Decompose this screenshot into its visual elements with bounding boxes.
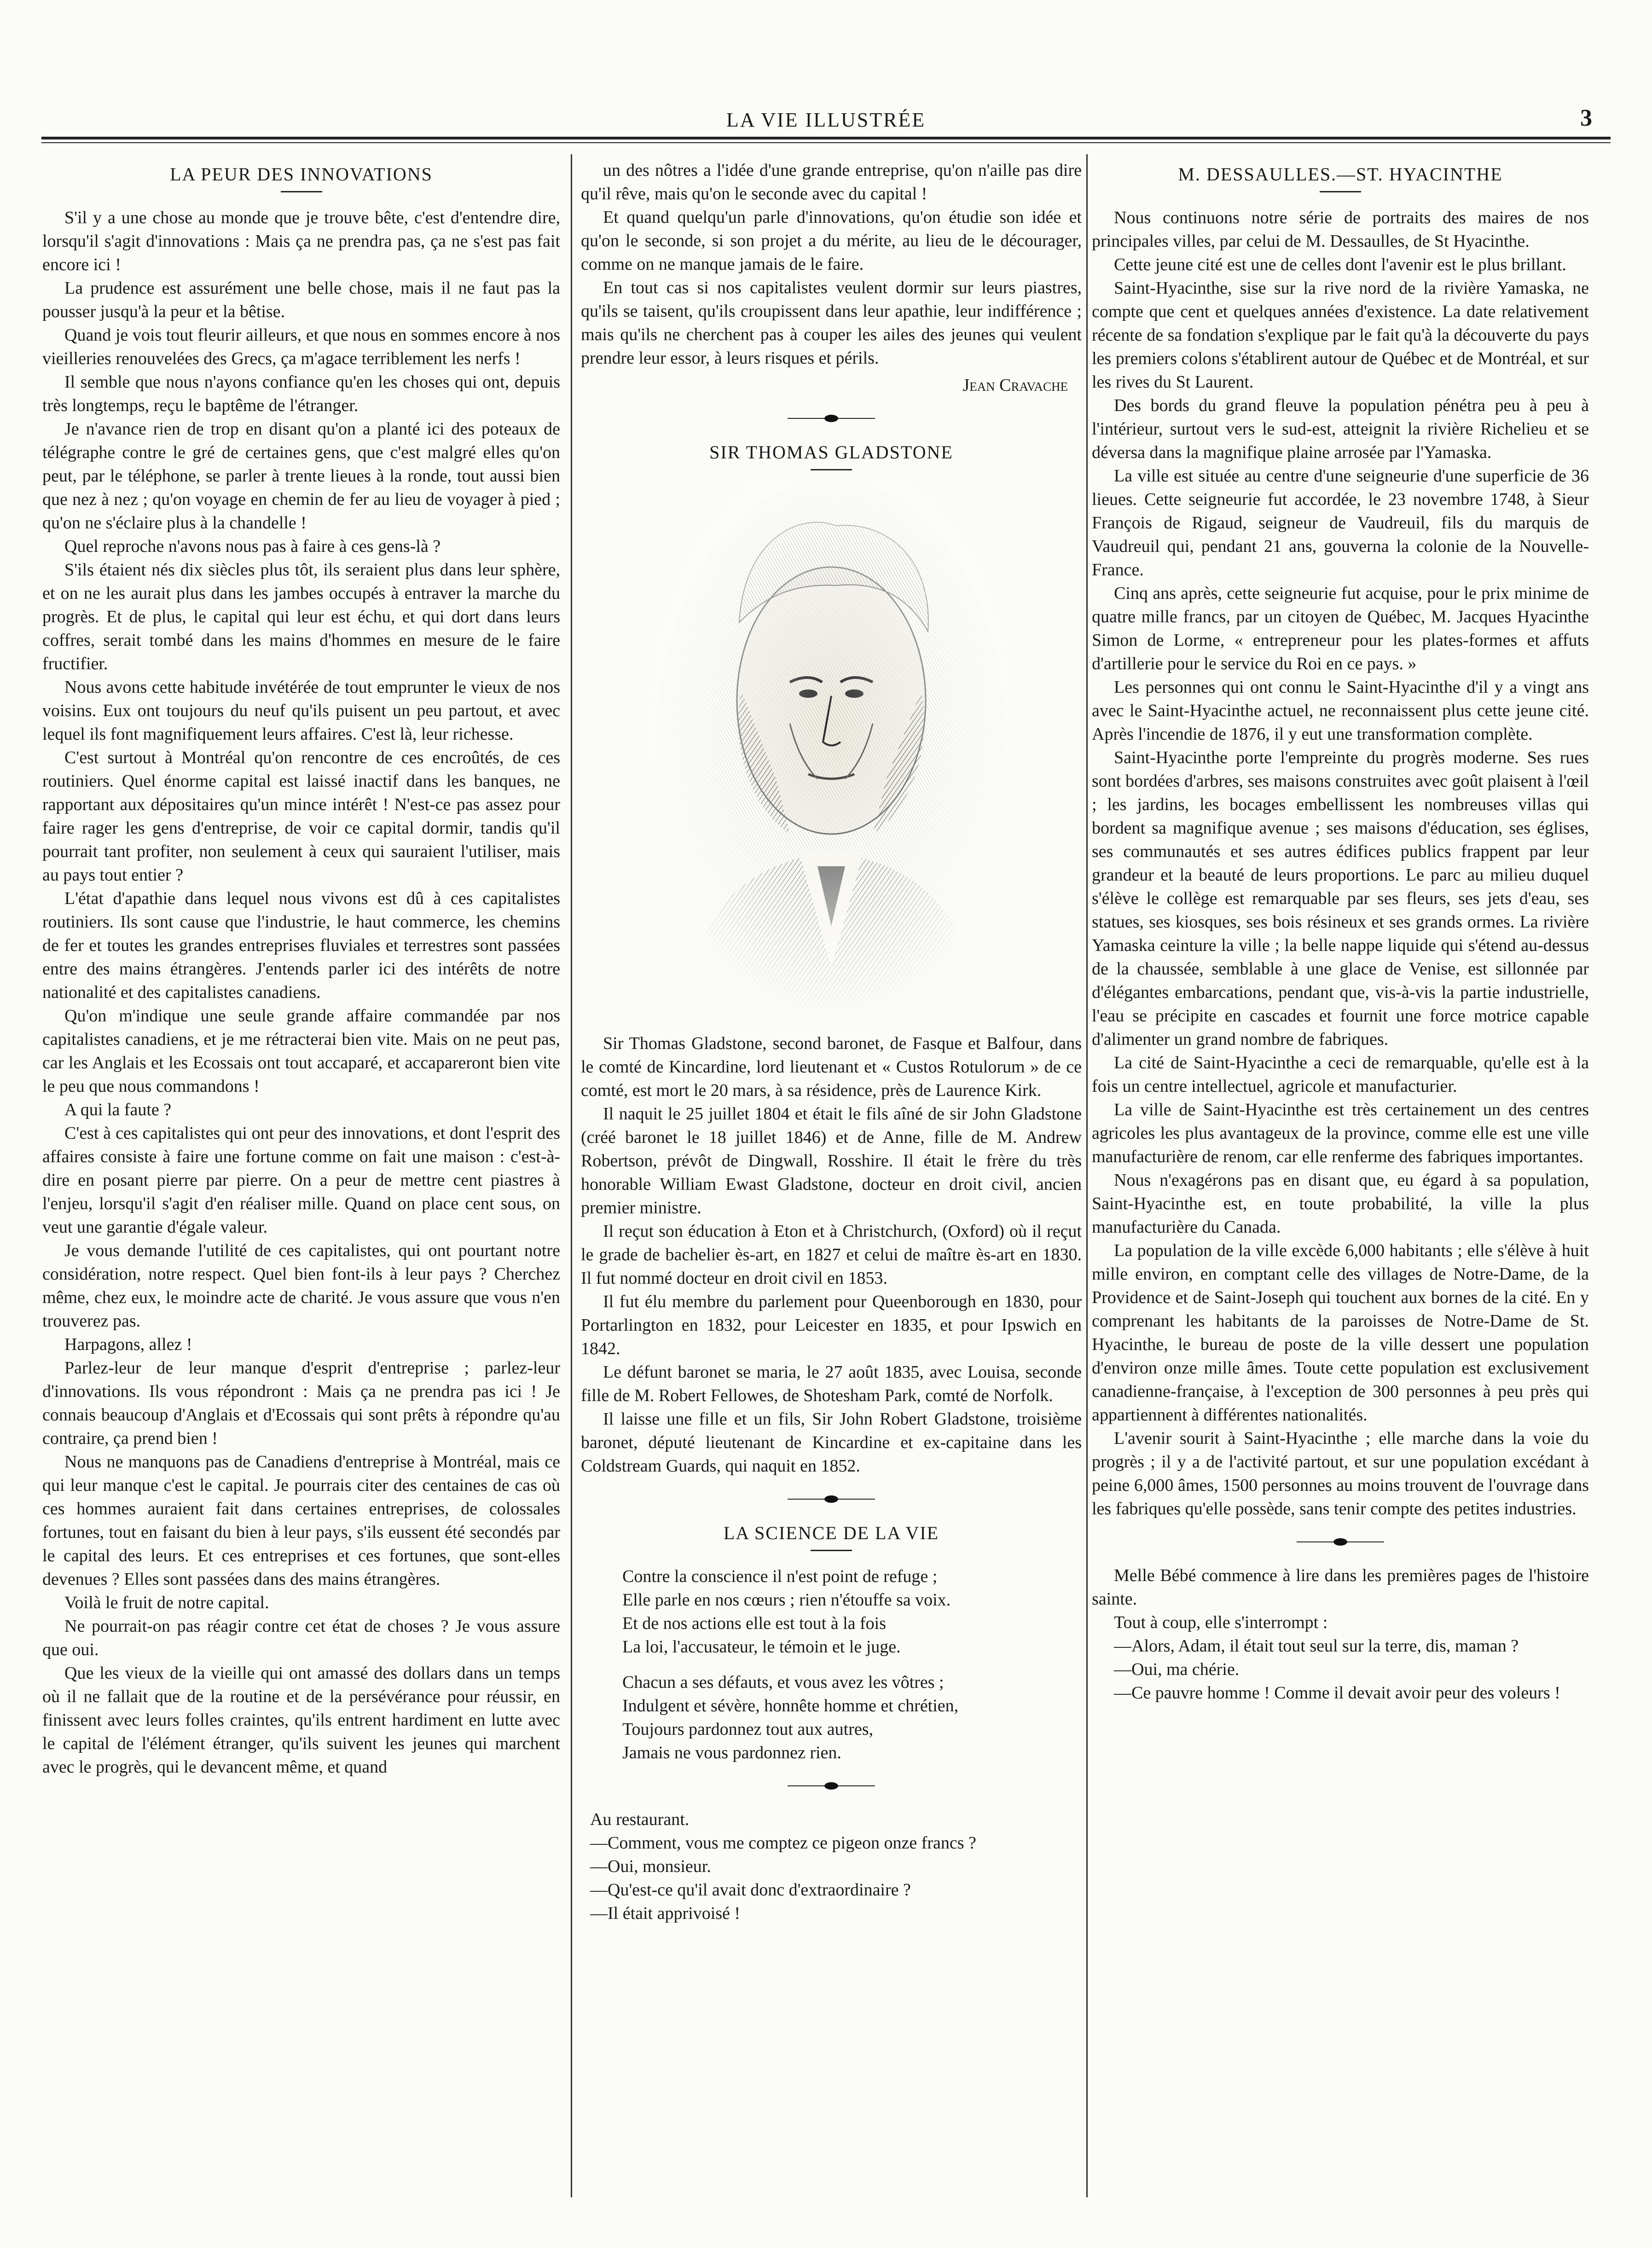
paragraph: Les personnes qui ont connu le Saint-Hyacinthe d'il y a vingt ans avec le Saint-Hyacinthe actuel, ne reconnaissent plus cette jeune cité. Après l'incendie de 1876, il y eut une transformation complète. xyxy=(1092,678,1589,744)
paragraph: Il reçut son éducation à Eton et à Christchurch, (Oxford) où il reçut le grade de bachelier ès-art, en 1827 et celui de maître ès-art en 1830. Il fut nommé docteur en droit civil en 1853. xyxy=(581,1222,1082,1288)
article-title: LA SCIENCE DE LA VIE xyxy=(723,1523,939,1543)
paragraph: Il semble que nous n'ayons confiance qu'en les choses qui ont, depuis très longtemps, reçu le baptême de l'étranger. xyxy=(42,372,560,415)
paragraph: Des bords du grand fleuve la population pénétra peu à peu à l'intérieur, surtout vers le sud-est, atteignit la rivière Richelieu et se déversa dans la magnifique plaine arrosée par l'Yamaska. xyxy=(1092,396,1589,462)
paragraph: L'avenir sourit à Saint-Hyacinthe ; elle marche dans la voie du progrès ; il y a de l'activité partout, et sur une population excédant à peine 6,000 âmes, 1500 personnes au moins trouvent de l'ouvrage dans les fabriques qu'elle possède, sans tenir compte des petites industries. xyxy=(1092,1429,1589,1518)
paragraph: Quel reproche n'avons nous pas à faire à ces gens-là ? xyxy=(64,537,441,556)
paragraph: Il laisse une fille et un fils, Sir John Robert Gladstone, troisième baronet, député lieutenant de Kincardine et ex-capitaine dans les Coldstream Guards, qui naquit en 1852. xyxy=(581,1409,1082,1476)
paragraph: C'est à ces capitalistes qui ont peur des innovations, et dont l'esprit des affaires consiste à faire une fortune comme on fait une maison : c'est-à-dire en posant pierre par pierre. On a peur de mettre cent piastres à l'enjeu, lorsqu'il s'agit d'en réaliser mille. Quand on place cent sous, on veut une garantie d'égale valeur. xyxy=(42,1124,560,1237)
paragraph: Il fut élu membre du parlement pour Queenborough en 1830, pour Portarlington en 1832, pour Leicester en 1835, et pour Ipswich en 1842. xyxy=(581,1292,1082,1358)
newspaper-title: LA VIE ILLUSTRÉE xyxy=(726,109,926,131)
poem-line: Indulgent et sévère, honnête homme et chrétien, xyxy=(622,1696,959,1715)
paragraph: Parlez-leur de leur manque d'esprit d'entreprise ; parlez-leur d'innovations. Ils vous répondront : Mais ça ne prendra pas ici ! Je connais beaucoup d'Anglais et d'Ecossais qui sont prêts à répondre qu'au contraire, ça prend bien ! xyxy=(42,1358,560,1448)
paragraph: Melle Bébé commence à lire dans les premières pages de l'histoire sainte. xyxy=(1092,1566,1589,1609)
paragraph: S'ils étaient nés dix siècles plus tôt, ils seraient plus dans leur sphère, et on ne les aurait plus dans les jambes occupés à entraver la marche du progrès. Et de plus, le capital qui leur est échu, et qui dort dans leurs coffres, serait tombé dans les mains d'hommes en mesure de le faire fructifier. xyxy=(42,560,560,673)
paragraph: Je vous demande l'utilité de ces capitalistes, qui ont pourtant notre considération, notre respect. Quel bien font-ils à leur pays ? Cherchez même, chez eux, le moindre acte de charité. Je vous assure que vous n'en trouverez pas. xyxy=(42,1241,560,1331)
paragraph: Ne pourrait-on pas réagir contre cet état de choses ? Je vous assure que oui. xyxy=(42,1616,560,1659)
poem-line: Contre la conscience il n'est point de refuge ; xyxy=(622,1567,938,1586)
poem-stanza xyxy=(622,1565,1082,1659)
poem-line: Elle parle en nos cœurs ; rien n'étouffe sa voix. xyxy=(622,1590,951,1610)
obituary-body xyxy=(581,1032,1082,1478)
section-ornament xyxy=(788,415,875,422)
dialog-line: —Oui, monsieur. xyxy=(590,1857,711,1876)
paragraph: Cette jeune cité est une de celles dont l'avenir est le plus brillant. xyxy=(1114,255,1566,274)
article-title: M. DESSAULLES.—ST. HYACINTHE xyxy=(1178,164,1503,185)
paragraph: C'est surtout à Montréal qu'on rencontre de ces encroûtés, de ces routiniers. Quel énorme capital est laissé inactif dans les banques, ne rapportant aux dépositaires qu'un mince intérêt ! N'est-ce pas assez pour faire rager les gens d'entreprise, de voir ce capital dormir, tandis qu'il pourrait tant profiter, non seulement à ceux qui sauraient l'utiliser, mais au pays tout entier ? xyxy=(42,748,560,885)
paragraph: L'état d'apathie dans lequel nous vivons est dû à ces capitalistes routiniers. Ils sont cause que l'industrie, le haut commerce, les chemins de fer et toutes les grandes entreprises fluviales et terrestres sont passées entre des mains étrangères. J'entends parler ici des intérêts de notre nationalité et des capitalistes canadiens. xyxy=(42,889,560,1002)
dialog-line: —Qu'est-ce qu'il avait donc d'extraordinaire ? xyxy=(590,1880,911,1900)
paragraph: Je n'avance rien de trop en disant qu'on a planté ici des poteaux de télégraphe contre le gré de certaines gens, que c'est malgré elles qu'on peut, par le téléphone, se parler à trente lieues à la ronde, tout aussi bien que nez à nez ; qu'on voyage en chemin de fer au lieu de voyager à pied ; qu'on ne s'éclaire plus à la chandelle ! xyxy=(42,419,560,533)
column-divider xyxy=(571,154,572,2197)
paragraph: Sir Thomas Gladstone, second baronet, de Fasque et Balfour, dans le comté de Kincardine, lord lieutenant et « Custos Rotulorum » de ce comté, est mort le 20 mars, à sa résidence, près de Laurence Kirk. xyxy=(581,1034,1082,1100)
poem-line: Jamais ne vous pardonnez rien. xyxy=(622,1743,841,1762)
column-divider xyxy=(1086,154,1088,2197)
paragraph: Nous ne manquons pas de Canadiens d'entreprise à Montréal, mais ce qui leur manque c'est le capital. Je pourrais citer des centaines de cas où ces hommes auraient fait dans certaines entreprises, de colossales fortunes, tout en faisant du bien à leur pays, s'ils eussent été secondés par le capital des leurs. Et ces entreprises et ces fortunes, que sont-elles devenues ? Elles sont passées dans des mains étrangères. xyxy=(42,1452,560,1589)
paragraph: —Alors, Adam, il était tout seul sur la terre, dis, maman ? xyxy=(1114,1636,1519,1656)
paragraph: La population de la ville excède 6,000 habitants ; elle s'élève à huit mille environ, en comptant celle des villages de Notre-Dame, de la Providence et de Saint-Joseph qui touchent aux bornes de la cité. En y comprenant les habitants de la paroisses de Notre-Dame de St. Hyacinthe, le bureau de poste de la ville dessert une population d'environ onze mille âmes. Toute cette population est exclusivement canadienne-française, à l'exception de 300 personnes à peu près qui appartiennent à différentes nationalités. xyxy=(1092,1241,1589,1425)
paragraph: Le défunt baronet se maria, le 27 août 1835, avec Louisa, seconde fille de M. Robert Fellowes, de Shotesham Park, comté de Norfolk. xyxy=(581,1362,1082,1405)
column-2 xyxy=(581,159,1082,2197)
title-rule xyxy=(811,1550,852,1551)
paragraph: Quand je vois tout fleurir ailleurs, et que nous en sommes encore à nos vieilleries renouvelées des Grecs, ça m'agace terriblement les nerfs ! xyxy=(42,325,560,368)
paragraph: Tout à coup, elle s'interrompt : xyxy=(1114,1613,1328,1632)
dialog-line: Au restaurant. xyxy=(590,1810,690,1829)
poem-line: La loi, l'accusateur, le témoin et le juge. xyxy=(622,1637,901,1657)
paragraph: Voilà le fruit de notre capital. xyxy=(64,1593,269,1612)
paragraph: La ville est située au centre d'une seigneurie d'une superficie de 36 lieues. Cette seigneurie fut accordée, le 23 novembre 1748, à Sieur François de Rigaud, seigneur de Vaudreuil, fils du marquis de Vaudreuil qui, pendant 21 ans, gouverna la colonie de la Nouvelle-France. xyxy=(1092,466,1589,579)
article-title: LA PEUR DES INNOVATIONS xyxy=(170,164,433,185)
poem xyxy=(581,1565,1082,1765)
author-signature: Jean Cravache xyxy=(962,376,1068,395)
paragraph: Il naquit le 25 juillet 1804 et était le fils aîné de sir John Gladstone (créé baronet le 18 juillet 1846) et de Anne, fille de M. Andrew Robertson, prévôt de Dingwall, Rosshire. Il était le frère du très honorable William Ewast Gladstone, docteur en droit civil, ancien premier ministre. xyxy=(581,1104,1082,1217)
section-ornament xyxy=(788,1495,875,1503)
column-3 xyxy=(1092,159,1589,2197)
paragraph: La prudence est assurément une belle chose, mais il ne faut pas la pousser jusqu'à la peur et la bêtise. xyxy=(42,278,560,321)
anecdote-bebe xyxy=(1092,1564,1589,1705)
dialog-line: —Il était apprivoisé ! xyxy=(590,1904,741,1923)
article-body xyxy=(1092,206,1589,1521)
section-ornament xyxy=(788,1782,875,1790)
paragraph: Harpagons, allez ! xyxy=(64,1335,192,1354)
column-1 xyxy=(42,159,560,2197)
paragraph: Saint-Hyacinthe porte l'empreinte du progrès moderne. Ses rues sont bordées d'arbres, ses maisons construites avec goût plaisent à l'œil ; les jardins, les bocages embellissent les nombreuses villas qui bordent sa magnifique avenue ; ses maisons d'éducation, ses églises, ses communautés et ses autres édifices publics frappent par leur grandeur et la beauté de leurs proportions. Le parc au milieu duquel s'élève le collège est remarquable par ses fleurs, ses jets d'eau, ses statues, ses kiosques, ses bois résineux et ses grands ormes. La rivière Yamaska ceinture la ville ; la belle nappe liquide qui s'étend au-dessus de la chaussée, semblable à une glace de Venise, est sillonnée par d'élégantes embarcations, pendant que, vis-à-vis la partie industrielle, l'eau se précipite en cascades et fournit une force motrice capable d'alimenter un grand nombre de fabriques. xyxy=(1092,748,1589,1049)
paragraph: Nous n'exagérons pas en disant que, eu égard à sa population, Saint-Hyacinthe est, en toute probabilité, la ville la plus manufacturière du Canada. xyxy=(1092,1170,1589,1237)
paragraph: Que les vieux de la vieille qui ont amassé des dollars dans un temps où il ne fallait que de la routine et de la persévérance pour réussir, en finissent avec leurs folles craintes, qu'ils entrent hardiment en lutte avec le capital de l'élément étranger, qu'ils suivent les jeunes qui marchent avec le progrès, qui le devancent même, et quand xyxy=(42,1663,560,1777)
section-ornament xyxy=(1297,1538,1384,1546)
paragraph: Cinq ans après, cette seigneurie fut acquise, pour le prix minime de quatre mille francs, par un citoyen de Québec, M. Jacques Hyacinthe Simon de Lorme, « entrepreneur pour les plates-formes et affuts d'artillerie pour le service du Roi en ce pays. » xyxy=(1092,584,1589,673)
paragraph: Nous avons cette habitude invétérée de tout emprunter le vieux de nos voisins. Eux ont toujours du neuf qu'ils puisent un peu partout, et avec lequel ils font magnifiquement leurs affaires. C'est là, leur richesse. xyxy=(42,678,560,744)
anecdote-restaurant xyxy=(581,1808,1082,1925)
poem-line: Toujours pardonnez tout aux autres, xyxy=(622,1720,874,1739)
paragraph: —Oui, ma chérie. xyxy=(1114,1660,1240,1679)
poem-line: Et de nos actions elle est tout à la fois xyxy=(622,1614,887,1633)
paragraph: Saint-Hyacinthe, sise sur la rive nord de la rivière Yamaska, ne compte que cent et quelques années d'existence. La date relativement récente de sa fondation s'explique par le fait qu'à la découverte du pays les premiers colons s'établirent autour de Québec et de Montréal, et sur les rives du St Laurent. xyxy=(1092,278,1589,392)
title-rule xyxy=(281,191,322,192)
poem-line: Chacun a ses défauts, et vous avez les vôtres ; xyxy=(622,1673,944,1692)
paragraph: La cité de Saint-Hyacinthe a ceci de remarquable, qu'elle est à la fois un centre intellectuel, agricole et manufacturier. xyxy=(1092,1053,1589,1096)
portrait-engraving xyxy=(652,484,1011,1023)
title-rule xyxy=(1320,191,1361,192)
paragraph: Nous continuons notre série de portraits des maires de nos principales villes, par celui de M. Dessaulles, de St Hyacinthe. xyxy=(1092,208,1589,251)
article-continuation xyxy=(581,159,1082,370)
masthead-rule xyxy=(41,137,1611,143)
paragraph: —Ce pauvre homme ! Comme il devait avoir peur des voleurs ! xyxy=(1114,1683,1560,1703)
article-body xyxy=(42,206,560,1779)
poem-stanza xyxy=(622,1671,1082,1765)
article-title: SIR THOMAS GLADSTONE xyxy=(709,442,953,463)
paragraph: La ville de Saint-Hyacinthe est très certainement un des centres agricoles les plus avantageux de la province, comme elle est une ville manufacturière de renom, car elle renferme des fabriques importantes. xyxy=(1092,1100,1589,1166)
paragraph: un des nôtres a l'idée d'une grande entreprise, qu'on n'aille pas dire qu'il rêve, mais qu'on le seconde avec du capital ! xyxy=(581,161,1082,203)
page-number: 3 xyxy=(1580,105,1592,131)
paragraph: A qui la faute ? xyxy=(64,1100,172,1119)
paragraph: Qu'on m'indique une seule grande affaire commandée par nos capitalistes canadiens, et je me rétracterai bien vite. Mais on ne peut pas, car les Anglais et les Ecossais ont tout accaparé, et accapareront bien vite le peu que nous commandons ! xyxy=(42,1006,560,1096)
paragraph: S'il y a une chose au monde que je trouve bête, c'est d'entendre dire, lorsqu'il s'agit d'innovations : Mais ça ne prendra pas, ça ne s'est pas fait encore ici ! xyxy=(42,208,560,274)
dialog-line: —Comment, vous me comptez ce pigeon onze francs ? xyxy=(590,1833,976,1853)
paragraph: Et quand quelqu'un parle d'innovations, qu'on étudie son idée et qu'on le seconde, si son projet a du mérite, au lieu de le décourager, comme on ne manque jamais de le faire. xyxy=(581,208,1082,274)
title-rule xyxy=(811,469,852,470)
masthead xyxy=(41,105,1611,145)
paragraph: En tout cas si nos capitalistes veulent dormir sur leurs piastres, qu'ils se taisent, qu'ils croupissent dans leur apathie, leur indifférence ; mais qu'ils ne cherchent pas à couper les ailes des jeunes qui veulent prendre leur essor, à leurs risques et périls. xyxy=(581,278,1082,368)
